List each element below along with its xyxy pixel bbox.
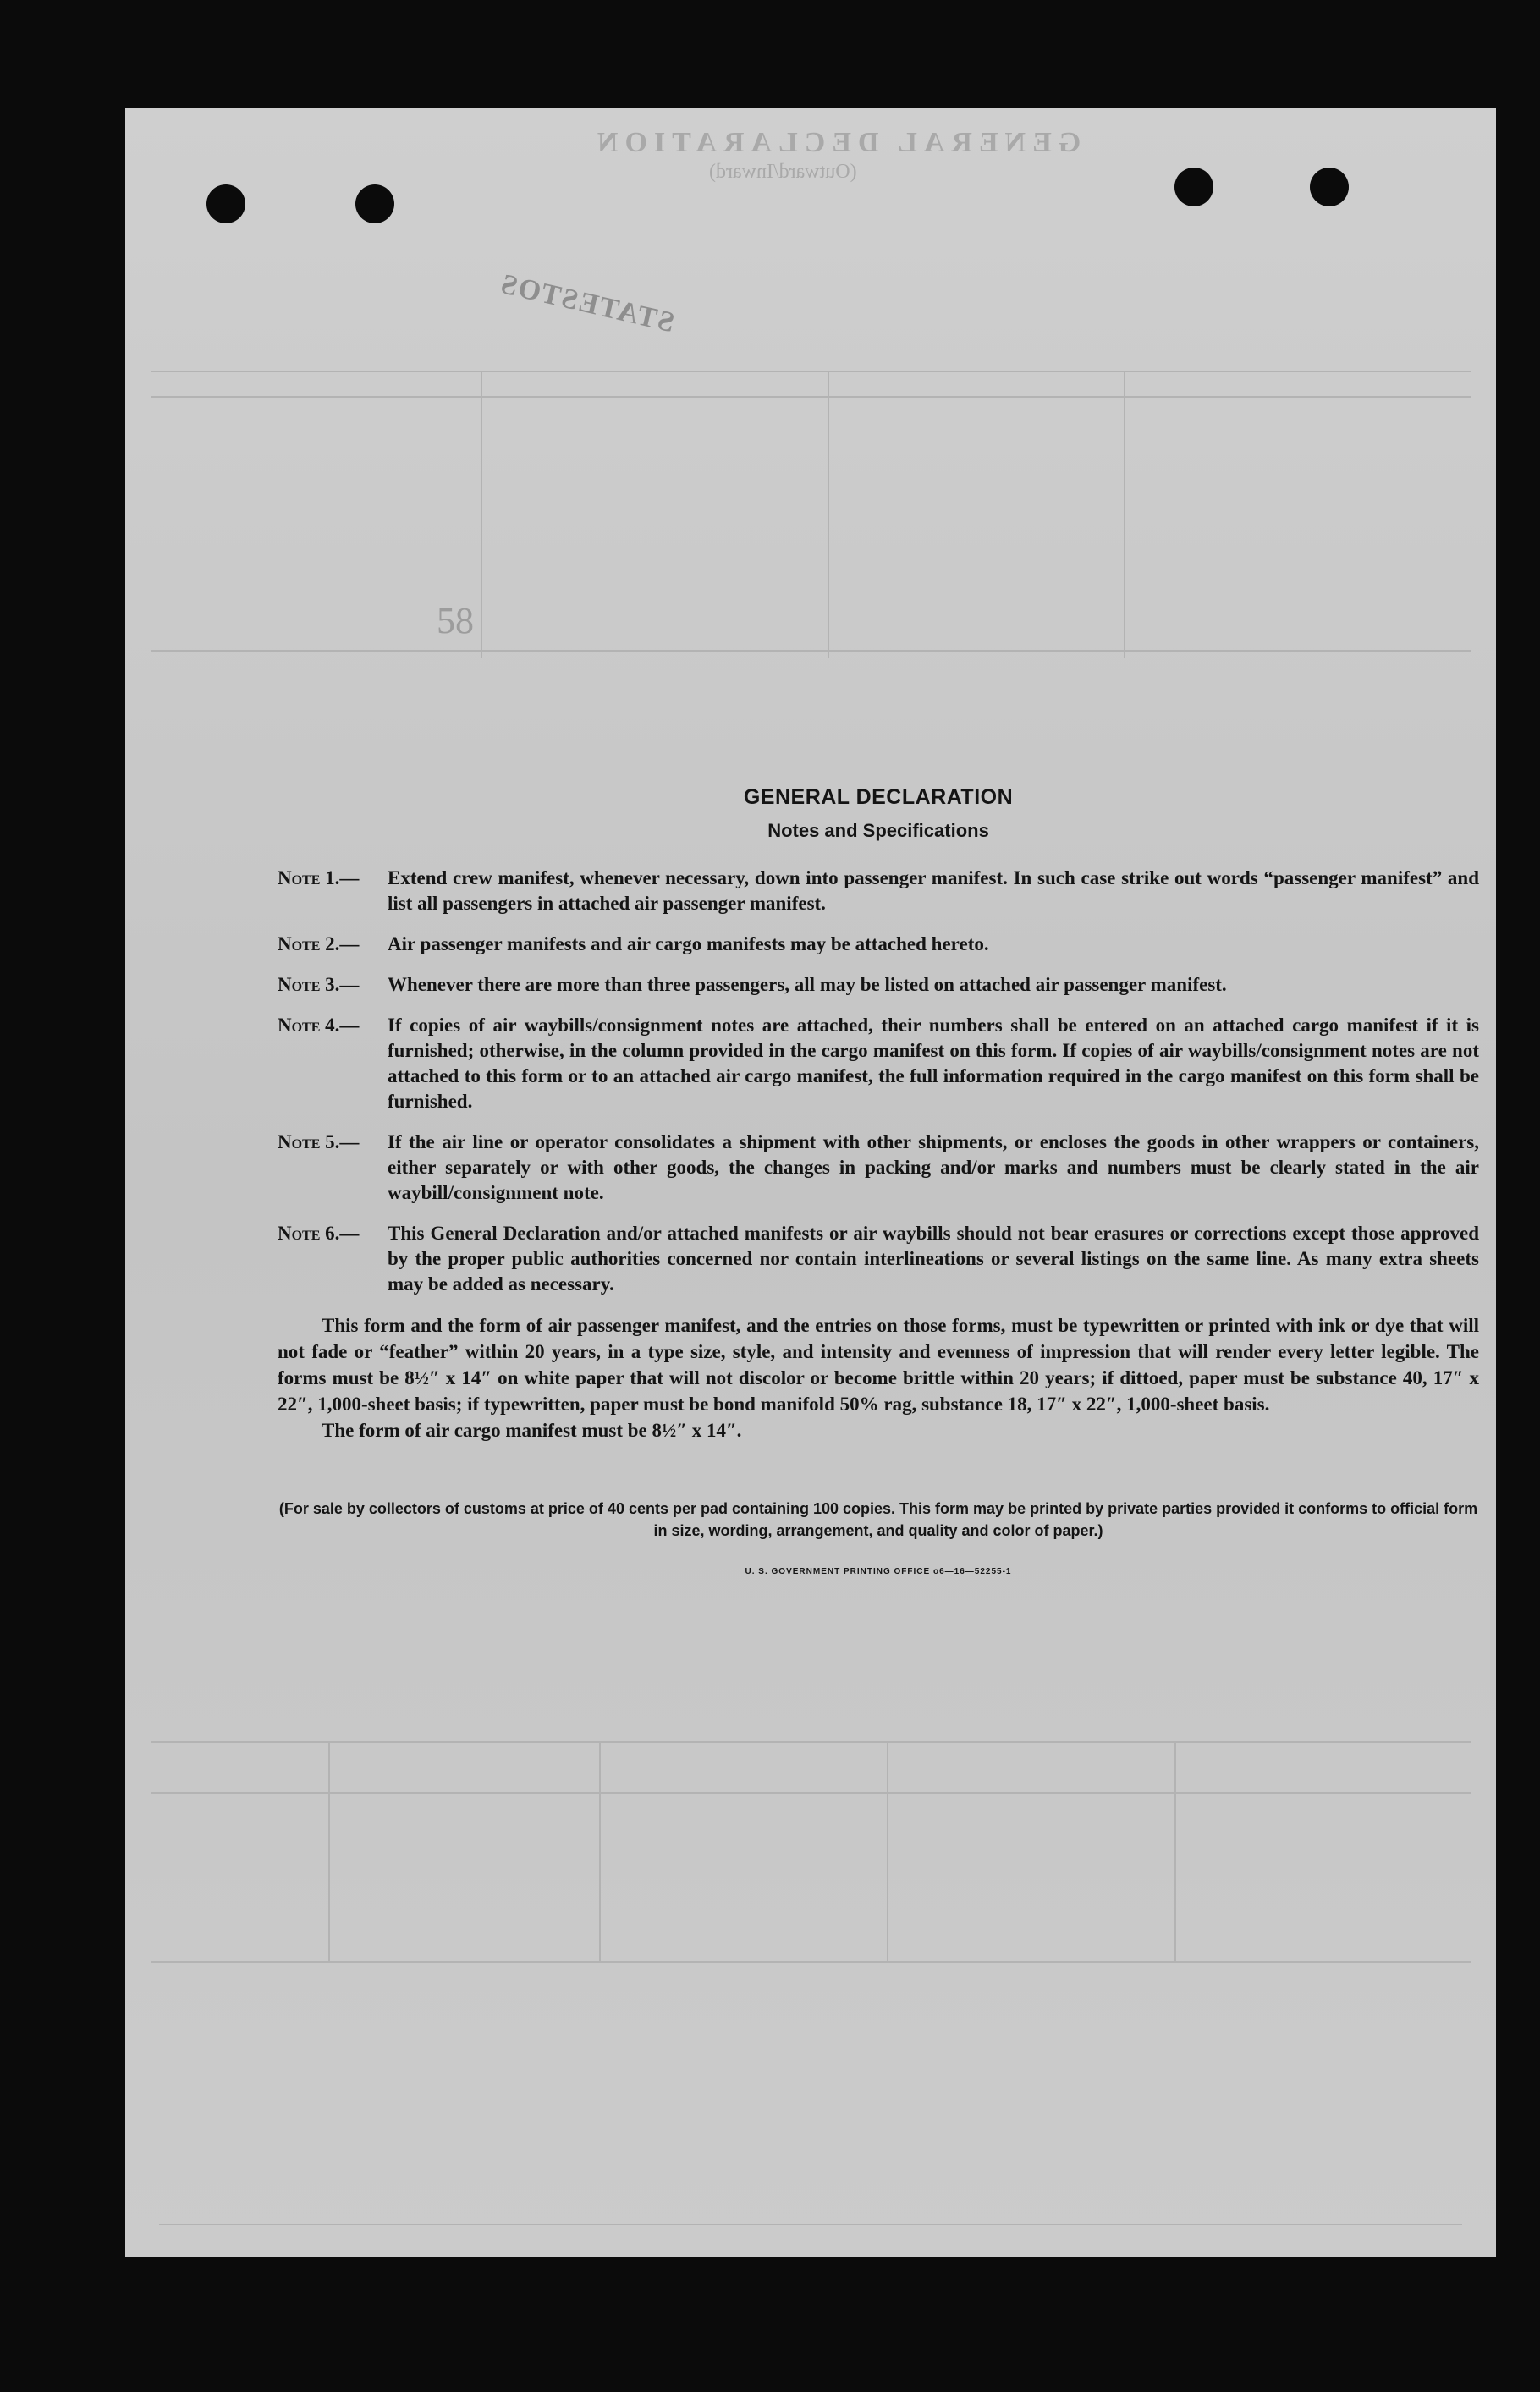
document-sheet bbox=[125, 108, 1496, 2257]
specification-paragraph: This form and the form of air passenger manifest, and the entries on those forms, must be typewritten or printed with ink or dye that will not fade or “feather” within 20 years, in a type size, style, and intensity and evenness of impression that will render every letter legible. The forms must be 8½″ x 14″ on white paper that will not discolor or become brittle within 20 years; if dittoed, paper must be substance 40, 17″ x 22″, 1,000-sheet basis; if typewritten, paper must be bond manifold 50% rag, substance 18, 17″ x 22″, 1,000-sheet basis. bbox=[278, 1315, 1479, 1415]
note-text: Air passenger manifests and air cargo manifests may be attached hereto. bbox=[388, 933, 989, 954]
note-label: Note 2.— bbox=[278, 933, 360, 954]
sale-notice: (For sale by collectors of customs at price of 40 cents per pad containing 100 copies. This form may be printed by private parties provided it conforms to official form in size, wording, arrangement, and quality and color of paper.) bbox=[278, 1500, 1478, 1539]
reverse-rule-ghost bbox=[599, 1741, 601, 1961]
note-item bbox=[278, 972, 1479, 998]
reverse-rule-ghost bbox=[151, 1792, 1471, 1794]
printing-office-imprint: U. S. GOVERNMENT PRINTING OFFICE o6—16—52255-1 bbox=[745, 1567, 1012, 1576]
note-item bbox=[278, 1221, 1479, 1297]
reverse-rule-ghost bbox=[151, 650, 1471, 652]
cargo-size-paragraph: The form of air cargo manifest must be 8½″ x 14″. bbox=[322, 1420, 742, 1441]
note-text: Extend crew manifest, whenever necessary, down into passenger manifest. In such case strike out words “passenger manifest” and list all passengers in attached air passenger manifest. bbox=[388, 867, 1479, 914]
punch-hole bbox=[1310, 168, 1349, 206]
reverse-rule-ghost bbox=[151, 1961, 1471, 1963]
note-text: If copies of air waybills/consignment notes are attached, their numbers shall be entered on an attached cargo manifest if it is furnished; otherwise, in the column provided in the cargo manifest on this form. If copies of air waybills/consignment notes are not attached to this form or to an attached air cargo manifest, the full information required in the cargo manifest on this form shall be furnished. bbox=[388, 1015, 1479, 1112]
note-text: Whenever there are more than three passengers, all may be listed on attached air passenger manifest. bbox=[388, 974, 1227, 995]
reverse-title-ghost: GENERAL DECLARATION bbox=[591, 127, 1081, 158]
page-title: GENERAL DECLARATION bbox=[743, 785, 1014, 809]
reverse-rule-ghost bbox=[1174, 1741, 1176, 1961]
note-item bbox=[278, 1130, 1479, 1206]
note-item bbox=[278, 866, 1479, 916]
page-subtitle: Notes and Specifications bbox=[767, 820, 989, 841]
notes-and-specifications bbox=[278, 785, 1479, 1576]
note-text: This General Declaration and/or attached manifests or air waybills should not bear erasures or corrections except those approved by the proper public authorities concerned nor contain interlineations or several listings on the same line. As many extra sheets may be added as necessary. bbox=[388, 1223, 1479, 1295]
reverse-rule-ghost bbox=[151, 396, 1471, 398]
note-text: If the air line or operator consolidates a shipment with other shipments, or encloses the goods in other wrappers or containers, either separately or with other goods, the changes in packing and/or marks and numbers must be clearly stated in the air waybill/consignment note. bbox=[388, 1131, 1479, 1203]
reverse-rule-ghost bbox=[887, 1741, 888, 1961]
punch-hole bbox=[1174, 168, 1213, 206]
note-label: Note 5.— bbox=[278, 1131, 360, 1152]
reverse-rule-ghost bbox=[328, 1741, 330, 1961]
note-label: Note 3.— bbox=[278, 974, 360, 995]
reverse-rule-ghost bbox=[159, 2224, 1462, 2225]
reverse-rule-ghost bbox=[481, 371, 482, 658]
reverse-rule-ghost bbox=[151, 1741, 1471, 1743]
reverse-rule-ghost bbox=[828, 371, 829, 658]
note-label: Note 1.— bbox=[278, 867, 360, 888]
reverse-stamp-ghost: STATESTOS bbox=[496, 267, 678, 339]
note-label: Note 4.— bbox=[278, 1015, 360, 1036]
reverse-subtitle-ghost: (Outward/Inward) bbox=[709, 161, 857, 183]
reverse-rule-ghost bbox=[1124, 371, 1125, 658]
note-label: Note 6.— bbox=[278, 1223, 360, 1244]
reverse-rule-ghost bbox=[151, 371, 1471, 372]
punch-hole bbox=[355, 184, 394, 223]
punch-hole bbox=[206, 184, 245, 223]
note-item bbox=[278, 1013, 1479, 1114]
reverse-number-ghost: 58 bbox=[437, 600, 474, 641]
note-item bbox=[278, 932, 1479, 957]
